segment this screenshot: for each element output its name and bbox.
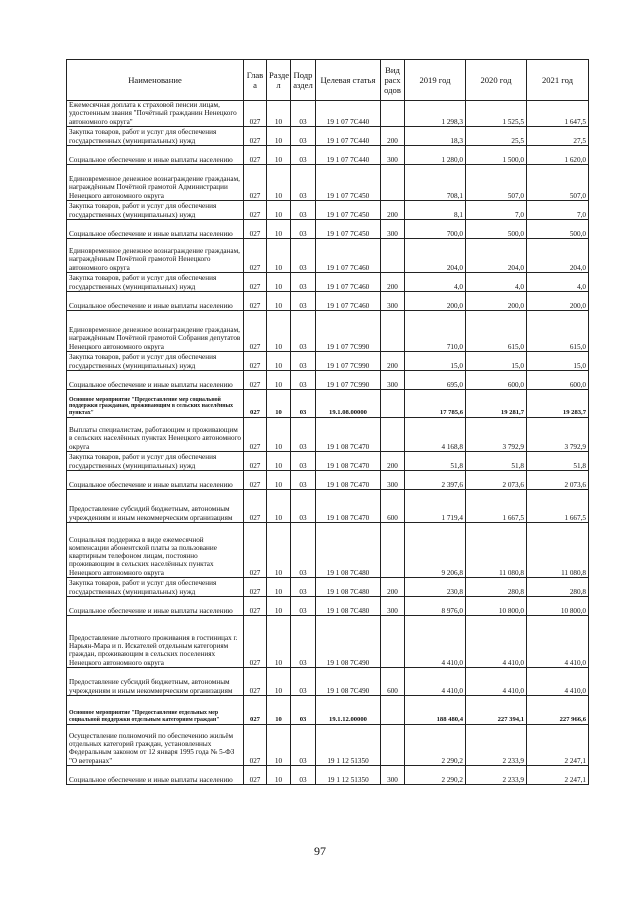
- cell-name: Социальное обеспечение и иные выплаты населению: [67, 292, 244, 311]
- cell-year-2021: 27,5: [527, 127, 589, 146]
- cell-expense-type: [381, 239, 405, 273]
- cell-target-article: 19 1 08 7С470: [316, 418, 381, 452]
- table-row: [67, 578, 589, 597]
- cell-section: 10: [267, 523, 291, 578]
- cell-subsection: 03: [291, 371, 316, 390]
- cell-section: 10: [267, 452, 291, 471]
- cell-year-2019: 15,0: [405, 352, 466, 371]
- cell-section: 10: [267, 292, 291, 311]
- cell-expense-type: 600: [381, 668, 405, 696]
- cell-section: 10: [267, 239, 291, 273]
- cell-section: 10: [267, 311, 291, 352]
- cell-expense-type: 300: [381, 220, 405, 239]
- cell-expense-type: 200: [381, 452, 405, 471]
- cell-year-2020: 7,0: [466, 201, 527, 220]
- cell-name: Ежемесячная доплата к страховой пенсии лицам, удостоенным звания "Почётный гражданин Ненецкого автономного округа": [67, 101, 244, 127]
- cell-year-2020: 507,0: [466, 165, 527, 201]
- cell-subsection: 03: [291, 352, 316, 371]
- cell-target-article: 19 1 12 51350: [316, 766, 381, 785]
- cell-year-2021: 4 410,0: [527, 616, 589, 668]
- header-expense-type: Вид расх одов: [381, 60, 405, 101]
- cell-expense-type: [381, 523, 405, 578]
- cell-year-2019: 17 785,6: [405, 390, 466, 418]
- cell-year-2020: 11 080,8: [466, 523, 527, 578]
- table-row: [67, 201, 589, 220]
- cell-name: Единовременное денежное вознаграждение гражданам, награждённым Почётной грамотой Собрания депутатов Ненецкого автономного округа: [67, 311, 244, 352]
- cell-target-article: 19.1.08.00000: [316, 390, 381, 418]
- cell-year-2019: 4 168,8: [405, 418, 466, 452]
- cell-year-2020: 500,0: [466, 220, 527, 239]
- cell-section: 10: [267, 201, 291, 220]
- cell-year-2021: 204,0: [527, 239, 589, 273]
- cell-chapter: 027: [244, 471, 267, 490]
- cell-target-article: 19 1 08 7С490: [316, 668, 381, 696]
- table-row: [67, 452, 589, 471]
- cell-section: 10: [267, 101, 291, 127]
- table-row: [67, 165, 589, 201]
- cell-subsection: 03: [291, 490, 316, 523]
- header-chapter: Глав а: [244, 60, 267, 101]
- cell-expense-type: [381, 311, 405, 352]
- cell-name: Закупка товаров, работ и услуг для обеспечения государственных (муниципальных) нужд: [67, 127, 244, 146]
- table-row: [67, 616, 589, 668]
- cell-subsection: 03: [291, 292, 316, 311]
- table-row: [67, 311, 589, 352]
- cell-subsection: 03: [291, 725, 316, 766]
- cell-target-article: 19 1 07 7С450: [316, 220, 381, 239]
- table-row: [67, 668, 589, 696]
- cell-name: Закупка товаров, работ и услуг для обеспечения государственных (муниципальных) нужд: [67, 201, 244, 220]
- cell-year-2020: 2 233,9: [466, 725, 527, 766]
- cell-expense-type: 300: [381, 292, 405, 311]
- table-row: [67, 418, 589, 452]
- cell-subsection: 03: [291, 578, 316, 597]
- cell-year-2019: 230,8: [405, 578, 466, 597]
- header-year-2020: 2020 год: [466, 60, 527, 101]
- cell-year-2021: 15,0: [527, 352, 589, 371]
- cell-section: 10: [267, 766, 291, 785]
- cell-year-2020: 4,0: [466, 273, 527, 292]
- cell-year-2020: 3 792,9: [466, 418, 527, 452]
- cell-chapter: 027: [244, 418, 267, 452]
- cell-name: Единовременное денежное вознаграждение гражданам, награждённым Почётной грамотой Ненецкого автономного округа: [67, 239, 244, 273]
- cell-year-2020: 1 500,0: [466, 146, 527, 165]
- cell-target-article: 19 1 07 7С460: [316, 292, 381, 311]
- cell-subsection: 03: [291, 452, 316, 471]
- cell-chapter: 027: [244, 696, 267, 725]
- cell-year-2020: 2 233,9: [466, 766, 527, 785]
- cell-chapter: 027: [244, 311, 267, 352]
- cell-target-article: 19 1 07 7С440: [316, 127, 381, 146]
- cell-name: Осуществление полномочий по обеспечению жильём отдельных категорий граждан, установленных Федеральным законом от 12 января 1995 года № 5-ФЗ "О ветеранах": [67, 725, 244, 766]
- cell-subsection: 03: [291, 101, 316, 127]
- cell-name: Социальное обеспечение и иные выплаты населению: [67, 146, 244, 165]
- cell-target-article: 19 1 08 7С470: [316, 490, 381, 523]
- cell-year-2020: 600,0: [466, 371, 527, 390]
- cell-section: 10: [267, 725, 291, 766]
- cell-subsection: 03: [291, 471, 316, 490]
- cell-chapter: 027: [244, 101, 267, 127]
- cell-chapter: 027: [244, 201, 267, 220]
- cell-name: Выплаты специалистам, работающим и проживающим в сельских населённых пунктах Ненецкого автономного округа: [67, 418, 244, 452]
- header-section: Разде л: [267, 60, 291, 101]
- cell-subsection: 03: [291, 311, 316, 352]
- cell-expense-type: [381, 101, 405, 127]
- cell-year-2019: 4 410,0: [405, 616, 466, 668]
- cell-year-2021: 7,0: [527, 201, 589, 220]
- cell-chapter: 027: [244, 490, 267, 523]
- table-row: [67, 390, 589, 418]
- cell-year-2020: 51,8: [466, 452, 527, 471]
- page-number: 97: [314, 844, 326, 858]
- cell-subsection: 03: [291, 668, 316, 696]
- cell-year-2020: 4 410,0: [466, 668, 527, 696]
- cell-expense-type: [381, 390, 405, 418]
- cell-year-2020: 227 394,1: [466, 696, 527, 725]
- cell-subsection: 03: [291, 201, 316, 220]
- header-name: Наименование: [67, 60, 244, 101]
- cell-year-2019: 8 976,0: [405, 597, 466, 616]
- cell-section: 10: [267, 471, 291, 490]
- cell-target-article: 19 1 07 7С440: [316, 146, 381, 165]
- cell-year-2021: 3 792,9: [527, 418, 589, 452]
- cell-year-2020: 204,0: [466, 239, 527, 273]
- cell-chapter: 027: [244, 523, 267, 578]
- cell-year-2021: 4,0: [527, 273, 589, 292]
- table-row: [67, 292, 589, 311]
- cell-year-2019: 51,8: [405, 452, 466, 471]
- cell-section: 10: [267, 273, 291, 292]
- cell-year-2021: 227 966,6: [527, 696, 589, 725]
- cell-year-2021: 500,0: [527, 220, 589, 239]
- cell-subsection: 03: [291, 146, 316, 165]
- cell-year-2021: 615,0: [527, 311, 589, 352]
- cell-target-article: 19 1 07 7С460: [316, 239, 381, 273]
- cell-year-2019: 4 410,0: [405, 668, 466, 696]
- cell-target-article: 19 1 07 7С990: [316, 352, 381, 371]
- cell-expense-type: 300: [381, 371, 405, 390]
- budget-table-sheet: [66, 59, 588, 785]
- cell-year-2021: 280,8: [527, 578, 589, 597]
- cell-year-2019: 188 480,4: [405, 696, 466, 725]
- table-row: [67, 220, 589, 239]
- cell-year-2019: 8,1: [405, 201, 466, 220]
- cell-subsection: 03: [291, 597, 316, 616]
- cell-section: 10: [267, 668, 291, 696]
- cell-year-2019: 4,0: [405, 273, 466, 292]
- cell-year-2021: 4 410,0: [527, 668, 589, 696]
- cell-year-2021: 600,0: [527, 371, 589, 390]
- cell-target-article: 19 1 08 7С480: [316, 578, 381, 597]
- table-row: [67, 696, 589, 725]
- table-row: [67, 471, 589, 490]
- header-subsection: Подр аздел: [291, 60, 316, 101]
- cell-name: Предоставление субсидий бюджетным, автономным учреждениям и иным некоммерческим организациям: [67, 490, 244, 523]
- cell-target-article: 19 1 07 7С440: [316, 101, 381, 127]
- cell-year-2019: 200,0: [405, 292, 466, 311]
- cell-section: 10: [267, 352, 291, 371]
- cell-chapter: 027: [244, 597, 267, 616]
- cell-section: 10: [267, 418, 291, 452]
- cell-section: 10: [267, 597, 291, 616]
- cell-section: 10: [267, 371, 291, 390]
- cell-target-article: 19 1 07 7С990: [316, 311, 381, 352]
- cell-section: 10: [267, 127, 291, 146]
- cell-name: Закупка товаров, работ и услуг для обеспечения государственных (муниципальных) нужд: [67, 452, 244, 471]
- cell-name: Закупка товаров, работ и услуг для обеспечения государственных (муниципальных) нужд: [67, 578, 244, 597]
- budget-table: [66, 59, 589, 785]
- cell-section: 10: [267, 578, 291, 597]
- cell-target-article: 19 1 07 7С450: [316, 165, 381, 201]
- cell-subsection: 03: [291, 273, 316, 292]
- cell-section: 10: [267, 696, 291, 725]
- cell-expense-type: 300: [381, 766, 405, 785]
- table-row: [67, 127, 589, 146]
- cell-year-2020: 19 281,7: [466, 390, 527, 418]
- cell-chapter: 027: [244, 371, 267, 390]
- cell-year-2021: 2 247,1: [527, 725, 589, 766]
- cell-chapter: 027: [244, 766, 267, 785]
- cell-target-article: 19.1.12.00000: [316, 696, 381, 725]
- cell-name: Социальное обеспечение и иные выплаты населению: [67, 597, 244, 616]
- cell-year-2019: 2 290,2: [405, 725, 466, 766]
- cell-name: Основное мероприятие "Предоставление мер социальной поддержки гражданам, проживающим в сельских населённых пунктах": [67, 390, 244, 418]
- cell-name: Социальное обеспечение и иные выплаты населению: [67, 220, 244, 239]
- cell-year-2019: 708,1: [405, 165, 466, 201]
- cell-target-article: 19 1 08 7С480: [316, 597, 381, 616]
- cell-year-2019: 9 206,8: [405, 523, 466, 578]
- cell-year-2020: 4 410,0: [466, 616, 527, 668]
- cell-expense-type: 200: [381, 273, 405, 292]
- cell-subsection: 03: [291, 616, 316, 668]
- cell-section: 10: [267, 146, 291, 165]
- cell-subsection: 03: [291, 418, 316, 452]
- cell-year-2021: 11 080,8: [527, 523, 589, 578]
- cell-chapter: 027: [244, 352, 267, 371]
- cell-year-2020: 10 800,0: [466, 597, 527, 616]
- cell-target-article: 19 1 08 7С480: [316, 523, 381, 578]
- cell-year-2021: 2 073,6: [527, 471, 589, 490]
- cell-expense-type: 300: [381, 597, 405, 616]
- cell-chapter: 027: [244, 292, 267, 311]
- cell-section: 10: [267, 390, 291, 418]
- cell-year-2021: 507,0: [527, 165, 589, 201]
- cell-year-2020: 2 073,6: [466, 471, 527, 490]
- table-row: [67, 273, 589, 292]
- cell-expense-type: 200: [381, 578, 405, 597]
- cell-year-2019: 1 298,3: [405, 101, 466, 127]
- cell-year-2020: 280,8: [466, 578, 527, 597]
- cell-chapter: 027: [244, 273, 267, 292]
- cell-target-article: 19 1 07 7С450: [316, 201, 381, 220]
- table-body: [67, 101, 589, 785]
- cell-year-2019: 695,0: [405, 371, 466, 390]
- cell-year-2020: 200,0: [466, 292, 527, 311]
- table-row: [67, 597, 589, 616]
- cell-year-2019: 2 397,6: [405, 471, 466, 490]
- cell-chapter: 027: [244, 578, 267, 597]
- cell-subsection: 03: [291, 390, 316, 418]
- cell-expense-type: 600: [381, 490, 405, 523]
- cell-chapter: 027: [244, 668, 267, 696]
- cell-name: Предоставление льготного проживания в гостиницах г. Нарьян-Мара и п. Искателей отдельным категориям граждан, проживающим в сельских поселениях Ненецкого автономного округа: [67, 616, 244, 668]
- cell-expense-type: 200: [381, 127, 405, 146]
- cell-expense-type: [381, 725, 405, 766]
- cell-name: Социальная поддержка в виде ежемесячной компенсации абонентской платы за пользование квартирным телефоном лицам, постоянно проживающим в сельских населённых пунктах Ненецкого автономного округа: [67, 523, 244, 578]
- cell-year-2021: 1 667,5: [527, 490, 589, 523]
- cell-name: Социальное обеспечение и иные выплаты населению: [67, 471, 244, 490]
- table-row: [67, 101, 589, 127]
- cell-chapter: 027: [244, 725, 267, 766]
- cell-target-article: 19 1 12 51350: [316, 725, 381, 766]
- header-year-2021: 2021 год: [527, 60, 589, 101]
- cell-name: Закупка товаров, работ и услуг для обеспечения государственных (муниципальных) нужд: [67, 273, 244, 292]
- cell-target-article: 19 1 08 7С470: [316, 452, 381, 471]
- cell-chapter: 027: [244, 239, 267, 273]
- cell-section: 10: [267, 165, 291, 201]
- cell-expense-type: 200: [381, 352, 405, 371]
- cell-subsection: 03: [291, 127, 316, 146]
- cell-chapter: 027: [244, 146, 267, 165]
- cell-subsection: 03: [291, 766, 316, 785]
- table-header-row: [67, 60, 589, 101]
- cell-year-2020: 1 667,5: [466, 490, 527, 523]
- table-row: [67, 371, 589, 390]
- cell-year-2021: 2 247,1: [527, 766, 589, 785]
- cell-name: Закупка товаров, работ и услуг для обеспечения государственных (муниципальных) нужд: [67, 352, 244, 371]
- cell-year-2020: 15,0: [466, 352, 527, 371]
- cell-year-2021: 10 800,0: [527, 597, 589, 616]
- cell-year-2021: 19 283,7: [527, 390, 589, 418]
- cell-year-2021: 200,0: [527, 292, 589, 311]
- cell-chapter: 027: [244, 127, 267, 146]
- cell-target-article: 19 1 08 7С490: [316, 616, 381, 668]
- cell-section: 10: [267, 616, 291, 668]
- cell-chapter: 027: [244, 220, 267, 239]
- cell-name: Единовременное денежное вознаграждение гражданам, награждённым Почётной грамотой Администрации Ненецкого автономного округа: [67, 165, 244, 201]
- table-row: [67, 490, 589, 523]
- cell-year-2019: 1 280,0: [405, 146, 466, 165]
- cell-name: Социальное обеспечение и иные выплаты населению: [67, 371, 244, 390]
- cell-subsection: 03: [291, 220, 316, 239]
- cell-year-2021: 1 647,5: [527, 101, 589, 127]
- cell-year-2019: 710,0: [405, 311, 466, 352]
- cell-year-2020: 615,0: [466, 311, 527, 352]
- cell-year-2021: 1 620,0: [527, 146, 589, 165]
- cell-year-2019: 700,0: [405, 220, 466, 239]
- cell-year-2021: 51,8: [527, 452, 589, 471]
- cell-expense-type: [381, 165, 405, 201]
- table-row: [67, 523, 589, 578]
- cell-year-2020: 1 525,5: [466, 101, 527, 127]
- table-row: [67, 146, 589, 165]
- cell-chapter: 027: [244, 390, 267, 418]
- cell-expense-type: [381, 616, 405, 668]
- cell-expense-type: 300: [381, 471, 405, 490]
- cell-name: Основное мероприятие "Предоставление отдельных мер социальной поддержки отдельным категориям граждан": [67, 696, 244, 725]
- cell-subsection: 03: [291, 696, 316, 725]
- table-row: [67, 352, 589, 371]
- cell-chapter: 027: [244, 452, 267, 471]
- cell-target-article: 19 1 07 7С990: [316, 371, 381, 390]
- header-target-article: Целевая статья: [316, 60, 381, 101]
- cell-expense-type: 300: [381, 146, 405, 165]
- cell-expense-type: 200: [381, 201, 405, 220]
- cell-subsection: 03: [291, 239, 316, 273]
- table-row: [67, 766, 589, 785]
- cell-section: 10: [267, 220, 291, 239]
- cell-chapter: 027: [244, 165, 267, 201]
- table-row: [67, 239, 589, 273]
- cell-name: Предоставление субсидий бюджетным, автономным учреждениям и иным некоммерческим организациям: [67, 668, 244, 696]
- cell-chapter: 027: [244, 616, 267, 668]
- cell-name: Социальное обеспечение и иные выплаты населению: [67, 766, 244, 785]
- cell-target-article: 19 1 07 7С460: [316, 273, 381, 292]
- cell-year-2019: 18,3: [405, 127, 466, 146]
- table-row: [67, 725, 589, 766]
- cell-year-2019: 1 719,4: [405, 490, 466, 523]
- cell-year-2019: 204,0: [405, 239, 466, 273]
- cell-expense-type: [381, 418, 405, 452]
- cell-year-2020: 25,5: [466, 127, 527, 146]
- cell-expense-type: [381, 696, 405, 725]
- cell-section: 10: [267, 490, 291, 523]
- cell-year-2019: 2 290,2: [405, 766, 466, 785]
- cell-subsection: 03: [291, 523, 316, 578]
- cell-subsection: 03: [291, 165, 316, 201]
- header-year-2019: 2019 год: [405, 60, 466, 101]
- cell-target-article: 19 1 08 7С470: [316, 471, 381, 490]
